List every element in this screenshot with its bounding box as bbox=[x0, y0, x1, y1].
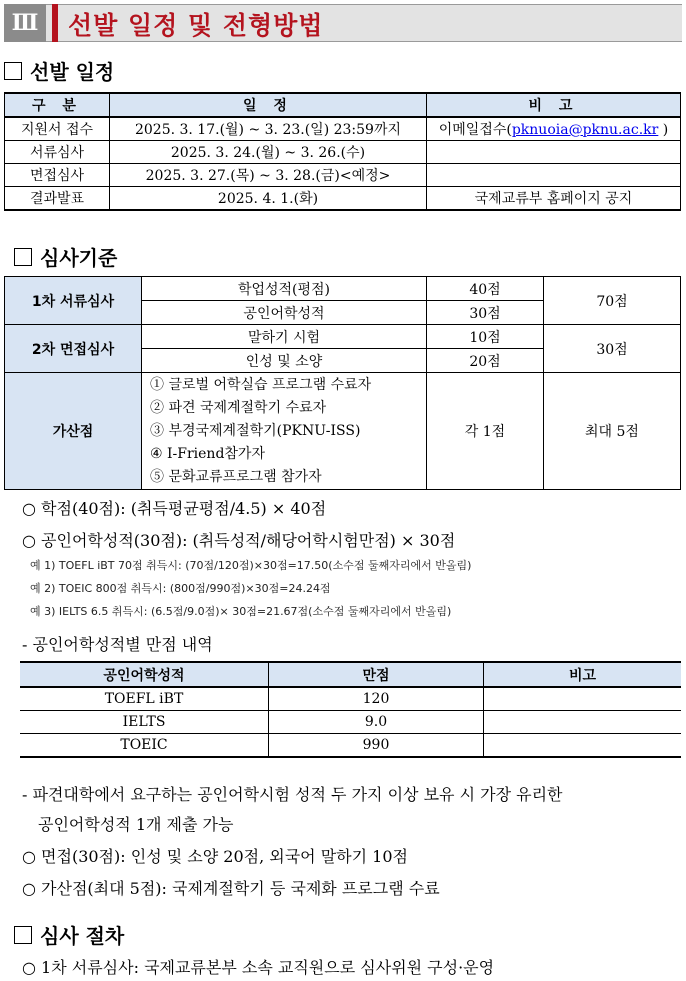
schedule-note bbox=[427, 141, 681, 164]
test-note bbox=[484, 711, 682, 734]
test-name: TOEFL iBT bbox=[20, 687, 269, 711]
criteria-points: 각 1점 bbox=[427, 373, 544, 490]
example-line: 예 2) TOEIC 800점 취득시: (800점/990점)×30점=24.24점 bbox=[30, 582, 331, 595]
bonus-note: ○ 가산점(최대 5점): 국제계절학기 등 국제화 프로그램 수료 bbox=[22, 879, 440, 898]
table-row bbox=[20, 711, 681, 734]
column-header: 만점 bbox=[269, 662, 484, 687]
criteria-item: 학업성적(평점) bbox=[142, 277, 427, 301]
criteria-total: 30점 bbox=[544, 325, 681, 373]
example-line: 예 1) TOEFL iBT 70점 취득시: (70점/120점)×30점=17.50(소수점 둘째자리에서 반올림) bbox=[30, 559, 472, 572]
table-header-row bbox=[5, 93, 681, 117]
table-row bbox=[20, 687, 681, 711]
column-header: 비고 bbox=[484, 662, 682, 687]
schedule-note bbox=[427, 164, 681, 187]
criteria-points: 10점 bbox=[427, 325, 544, 349]
table-row bbox=[5, 117, 681, 141]
column-header: 일 정 bbox=[110, 93, 427, 117]
procedure-first-line: ○ 1차 서류심사: 국제교류본부 소속 교직원으로 심사위원 구성·운영 bbox=[22, 958, 495, 977]
list-item: ② 파견 국제계절학기 수료자 bbox=[150, 399, 327, 416]
criteria-points: 20점 bbox=[427, 349, 544, 373]
table-row bbox=[5, 277, 681, 301]
checkbox-square-icon bbox=[4, 62, 22, 80]
test-max: 990 bbox=[269, 734, 484, 758]
table-header-row bbox=[20, 662, 681, 687]
schedule-date: 2025. 4. 1.(화) bbox=[110, 187, 427, 211]
schedule-date: 2025. 3. 17.(월) ~ 3. 23.(일) 23:59까지 bbox=[110, 117, 427, 141]
schedule-heading: 선발 일정 bbox=[4, 56, 114, 85]
criteria-total: 최대 5점 bbox=[544, 373, 681, 490]
schedule-item: 서류심사 bbox=[5, 141, 110, 164]
section-number: Ⅲ bbox=[4, 4, 46, 42]
column-header: 비 고 bbox=[427, 93, 681, 117]
list-item: ③ 부경국제계절학기(PKNU-ISS) bbox=[150, 422, 361, 439]
criteria-heading: 심사기준 bbox=[14, 242, 117, 271]
criteria-category: 2차 면접심사 bbox=[5, 325, 142, 373]
criteria-item: 공인어학성적 bbox=[142, 301, 427, 325]
criteria-points: 40점 bbox=[427, 277, 544, 301]
example-line: 예 3) IELTS 6.5 취득시: (6.5점/9.0점)× 30점=21.67점(소수점 둘째자리에서 반올림) bbox=[30, 605, 452, 618]
test-name: IELTS bbox=[20, 711, 269, 734]
list-item: ① 글로벌 어학실습 프로그램 수료자 bbox=[150, 376, 372, 393]
criteria-table bbox=[4, 276, 681, 490]
note-text: 이메일접수( bbox=[438, 122, 512, 138]
language-formula: ○ 공인어학성적(30점): (취득성적/해당어학시험만점) × 30점 bbox=[22, 531, 456, 550]
multi-score-note-continued: 공인어학성적 1개 제출 가능 bbox=[38, 815, 234, 834]
multi-score-note: - 파견대학에서 요구하는 공인어학시험 성적 두 가지 이상 보유 시 가장 유리한 bbox=[22, 785, 563, 804]
schedule-item: 결과발표 bbox=[5, 187, 110, 211]
test-note bbox=[484, 734, 682, 758]
table-row bbox=[5, 187, 681, 211]
checkbox-square-icon bbox=[14, 248, 32, 266]
test-max: 120 bbox=[269, 687, 484, 711]
criteria-item: 인성 및 소양 bbox=[142, 349, 427, 373]
schedule-date: 2025. 3. 27.(목) ~ 3. 28.(금)<예정> bbox=[110, 164, 427, 187]
procedure-heading: 심사 절차 bbox=[14, 920, 124, 949]
max-score-table bbox=[20, 661, 681, 758]
email-link[interactable]: pknuoia@pknu.ac.kr bbox=[511, 122, 659, 138]
note-text: ) bbox=[658, 122, 669, 138]
schedule-table bbox=[4, 92, 681, 211]
table-row bbox=[5, 141, 681, 164]
criteria-item: 말하기 시험 bbox=[142, 325, 427, 349]
schedule-date: 2025. 3. 24.(월) ~ 3. 26.(수) bbox=[110, 141, 427, 164]
interview-note: ○ 면접(30점): 인성 및 소양 20점, 외국어 말하기 10점 bbox=[22, 847, 408, 866]
table-row bbox=[5, 325, 681, 349]
test-note bbox=[484, 687, 682, 711]
table-row bbox=[5, 373, 681, 490]
schedule-note bbox=[427, 117, 681, 141]
schedule-item: 면접심사 bbox=[5, 164, 110, 187]
list-item: ⑤ 문화교류프로그램 참가자 bbox=[150, 468, 322, 485]
test-name: TOEIC bbox=[20, 734, 269, 758]
criteria-category: 가산점 bbox=[5, 373, 142, 490]
table-row bbox=[5, 164, 681, 187]
criteria-category: 1차 서류심사 bbox=[5, 277, 142, 325]
bonus-list bbox=[142, 373, 427, 490]
table-row bbox=[20, 734, 681, 758]
list-item: ④ I-Friend참가자 bbox=[150, 445, 265, 462]
schedule-note: 국제교류부 홈페이지 공지 bbox=[427, 187, 681, 211]
criteria-total: 70점 bbox=[544, 277, 681, 325]
column-header: 구 분 bbox=[5, 93, 110, 117]
schedule-item: 지원서 접수 bbox=[5, 117, 110, 141]
gpa-formula: ○ 학점(40점): (취득평균평점/4.5) × 40점 bbox=[22, 499, 327, 518]
section-title: 선발 일정 및 전형방법 bbox=[68, 11, 324, 40]
section-accent bbox=[52, 4, 58, 42]
checkbox-square-icon bbox=[14, 926, 32, 944]
max-score-heading: - 공인어학성적별 만점 내역 bbox=[22, 635, 213, 654]
column-header: 공인어학성적 bbox=[20, 662, 269, 687]
criteria-points: 30점 bbox=[427, 301, 544, 325]
test-max: 9.0 bbox=[269, 711, 484, 734]
